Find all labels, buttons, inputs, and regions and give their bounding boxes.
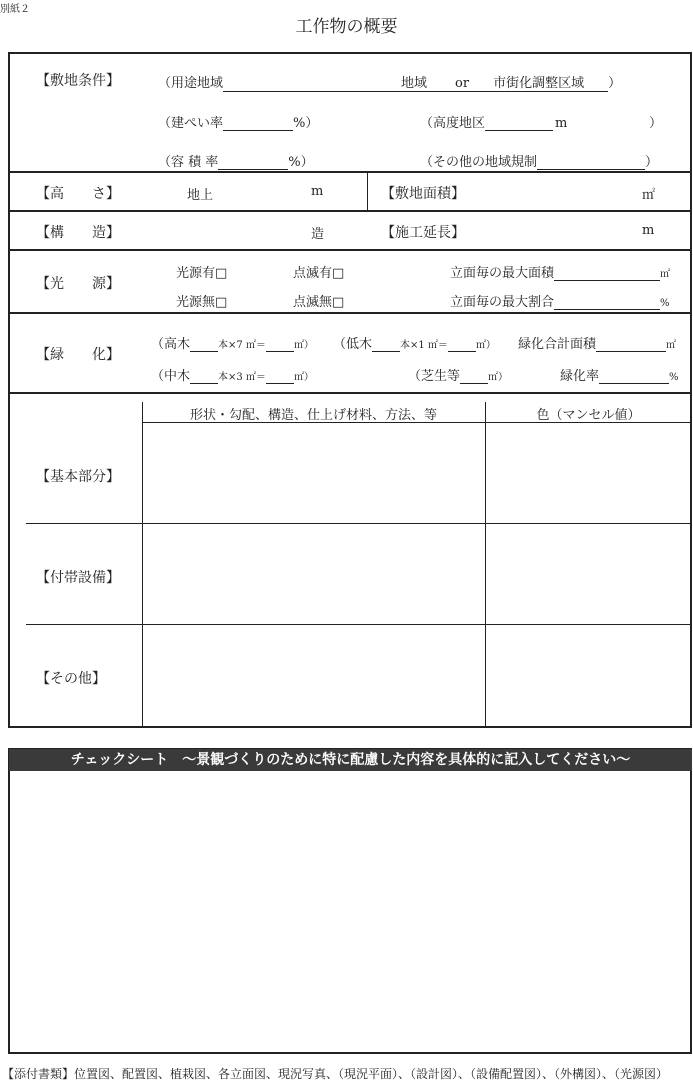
max-area-line [450, 262, 670, 281]
use-zone-line [158, 72, 621, 92]
page-title: 工作物の概要 [295, 17, 398, 37]
use-zone-input[interactable] [223, 77, 401, 92]
divider [26, 523, 692, 524]
mid-tree-count-input[interactable] [190, 369, 218, 384]
basic-color-cell[interactable] [486, 423, 691, 522]
light-label: 【光 源】 [36, 276, 120, 292]
percent-close: %） [293, 116, 319, 131]
total-area-label: 緑化合計面積 [518, 337, 597, 352]
height-district-line [420, 112, 567, 131]
construction-length-unit: m [642, 223, 655, 238]
height-district-unit: m [555, 116, 568, 131]
urbanization-control: 市街化調整区域 [493, 76, 585, 91]
close-paren: ） [645, 155, 659, 170]
lawn-area-input[interactable] [460, 369, 488, 384]
max-ratio-label: 立面毎の最大割合 [450, 295, 555, 310]
site-conditions-label: 【敷地条件】 [36, 73, 120, 89]
row-label-equipment: 【付帯設備】 [36, 570, 120, 586]
light-no-checkbox[interactable]: 光源無□ [176, 295, 228, 310]
percent-close: %） [288, 155, 314, 170]
equipment-color-cell[interactable] [486, 525, 691, 623]
equipment-shape-cell[interactable] [143, 525, 484, 623]
use-zone-prefix: （用途地域 [158, 76, 224, 91]
divider [8, 249, 692, 251]
other-regulation-prefix: （その他の地域規制 [420, 155, 538, 170]
max-ratio-unit: % [660, 298, 670, 309]
blink-yes-checkbox[interactable]: 点滅有□ [293, 266, 345, 281]
mid-tree-factor: 本×3 ㎡＝ [218, 372, 266, 383]
mid-tree-line [151, 365, 314, 384]
checksheet-input-area[interactable] [10, 772, 690, 1052]
other-color-cell[interactable] [486, 626, 691, 725]
low-tree-prefix: （低木 [333, 337, 373, 352]
structure-suffix: 造 [311, 227, 325, 242]
rate-unit: % [669, 372, 679, 383]
far-input[interactable] [218, 155, 288, 170]
site-area-unit: ㎡ [642, 188, 656, 203]
height-district-prefix: （高度地区 [420, 116, 486, 131]
mid-tree-area-input[interactable] [266, 369, 294, 384]
site-area-label: 【敷地面積】 [381, 186, 465, 202]
divider [8, 171, 692, 173]
or-word: or [455, 76, 470, 91]
lawn-prefix: （芝生等 [408, 369, 461, 384]
attachments-note: 【添付書類】位置図、配置図、植栽図、各立面図、現況写真、（現況平面）、（設計図）、（設備配置図）、（外構図）、（光源図） [2, 1067, 669, 1081]
structure-label: 【構 造】 [36, 225, 120, 241]
other-regulation-line [420, 151, 658, 170]
height-unit: m [311, 184, 324, 199]
other-shape-cell[interactable] [143, 626, 484, 725]
tall-tree-factor: 本×7 ㎡＝ [218, 340, 266, 351]
blank-underline [469, 77, 493, 92]
max-area-unit: ㎡ [660, 269, 671, 280]
low-tree-count-input[interactable] [372, 337, 400, 352]
column-header-shape: 形状・勾配、構造、仕上げ材料、方法、等 [189, 408, 437, 423]
close-paren: ） [649, 116, 663, 131]
low-tree-factor: 本×1 ㎡＝ [400, 340, 448, 351]
height-district-input[interactable] [485, 116, 553, 131]
divider [8, 392, 692, 394]
lawn-line [408, 365, 508, 384]
coverage-input[interactable] [223, 116, 293, 131]
total-area-line [518, 333, 676, 352]
tall-tree-prefix: （高木 [151, 337, 191, 352]
mid-tree-prefix: （中木 [151, 369, 191, 384]
coverage-prefix: （建ぺい率 [158, 116, 224, 131]
sqm-close: ㎡） [293, 372, 314, 383]
row-label-basic: 【基本部分】 [36, 469, 120, 485]
max-ratio-line [450, 291, 670, 310]
construction-length-label: 【施工延長】 [381, 225, 465, 241]
tall-tree-count-input[interactable] [190, 337, 218, 352]
row-label-other: 【その他】 [36, 671, 106, 687]
divider [367, 171, 368, 210]
corner-label: 別紙２ [0, 4, 30, 15]
greening-label: 【緑 化】 [36, 347, 120, 363]
close-paren: ） [608, 76, 622, 91]
divider [26, 624, 692, 625]
total-area-input[interactable] [596, 337, 666, 352]
blink-no-checkbox[interactable]: 点滅無□ [293, 295, 345, 310]
divider [8, 210, 692, 212]
sqm-close: ㎡） [293, 340, 314, 351]
blank-underline [427, 77, 455, 92]
coverage-line [158, 112, 318, 131]
basic-shape-cell[interactable] [143, 423, 484, 522]
far-line [158, 151, 314, 170]
above-ground-text: 地上 [187, 188, 214, 203]
light-yes-checkbox[interactable]: 光源有□ [176, 266, 228, 281]
column-header-color: 色（マンセル値） [536, 408, 641, 423]
other-regulation-input[interactable] [537, 155, 645, 170]
max-area-label: 立面毎の最大面積 [450, 266, 555, 281]
divider [8, 312, 692, 314]
low-tree-line [333, 333, 496, 352]
sqm-close: ㎡） [475, 340, 496, 351]
max-area-input[interactable] [554, 266, 660, 281]
tall-tree-line [151, 333, 314, 352]
checksheet-title: チェックシート ～景観づくりのために特に配慮した内容を具体的に記入してください～ [9, 749, 692, 771]
zone-word: 地域 [401, 76, 428, 91]
sqm-close: ㎡） [488, 372, 509, 383]
rate-label: 緑化率 [560, 369, 600, 384]
rate-line [560, 365, 679, 384]
total-area-unit: ㎡ [666, 340, 677, 351]
max-ratio-input[interactable] [554, 295, 660, 310]
blank-underline [584, 77, 608, 92]
low-tree-area-input[interactable] [448, 337, 476, 352]
tall-tree-area-input[interactable] [266, 337, 294, 352]
far-prefix: （容 積 率 [158, 155, 219, 170]
height-label: 【高 さ】 [36, 186, 120, 202]
rate-input[interactable] [599, 369, 669, 384]
